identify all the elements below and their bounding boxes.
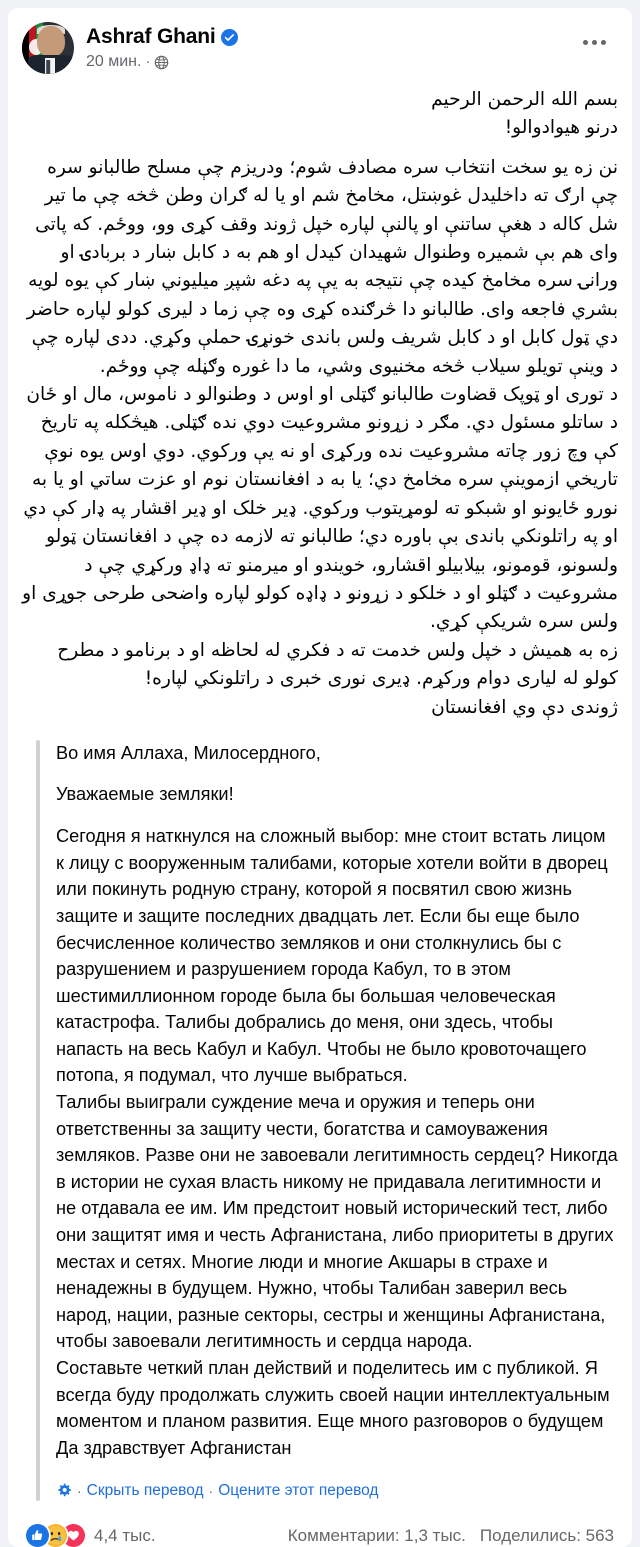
globe-icon[interactable] xyxy=(154,55,169,70)
verified-badge-icon xyxy=(221,29,238,46)
pashto-paragraph: درنو هیوادوالو! xyxy=(504,117,618,139)
post-timestamp[interactable]: 20 мин. xyxy=(86,53,142,70)
more-dot xyxy=(583,40,588,45)
post-engagement-bar xyxy=(8,1507,632,1547)
avatar[interactable] xyxy=(22,22,74,74)
pashto-paragraph: ژوندی دې وي افغانستان xyxy=(431,696,618,718)
translation-paragraph: Составьте четкий план действий и поделитесь им с публикой. Я всегда буду продолжать служить своей нации интеллектуальным моментом и планом развития. Еще много разговоров о будущем xyxy=(56,1358,610,1432)
author-row xyxy=(86,25,618,49)
footer-stats xyxy=(288,1525,614,1547)
translation-paragraph: Во имя Аллаха, Милосердного, xyxy=(56,742,321,763)
author-name[interactable]: Ashraf Ghani xyxy=(86,25,216,48)
more-dot xyxy=(601,40,606,45)
translation-paragraph: Да здравствует Афганистан xyxy=(56,1437,292,1458)
translation-actions xyxy=(56,1481,618,1501)
post-original-text xyxy=(8,80,632,722)
avatar-face xyxy=(37,26,66,57)
like-reaction-icon[interactable] xyxy=(26,1524,49,1547)
translation-paragraph: Сегодня я наткнулся на сложный выбор: мне стоит встать лицом к лицу с вооруженным талибами, которые хотели войти в дворец или покинуть родную страну, которой я посвятил свою жизнь защите и защите последних двадцать лет. Если бы еще было бесчисленное количество земляков и они столкнулись бы с разрушением и разрушением города Кабул, то в этом шестимиллионном городе была бы большая человеческая катастрофа. Талибы добрались до меня, они здесь, чтобы напасть на весь Кабул и Кабул. Чтобы не было кровоточащего потопа, я подумал, что лучше выбраться. xyxy=(56,826,608,1086)
shares-count[interactable]: Поделились: 563 xyxy=(479,1525,614,1545)
avatar-tie xyxy=(46,60,50,74)
pashto-paragraph: نن زه یو سخت انتخاب سره مصادف شوم؛ ودریزم چې مسلح طالبانو سره چې ارګ ته داخلیدل غوښتل، مخامخ شم او یا له ګران وطن څخه چې ما تیر شل کاله د هغې ساتنې او پالنې لپاره خپل ژوند وقف کړی وو، ووځم. که پاتی وای هم بې شمیره وطنوال شهیدان کیدل او هم به د کابل ښار د بربادۍ او ورانۍ سره مخامخ کیده چې نتیجه به یې په دغه شپږ میلیوني ښار کې یوه لویه بشري فاجعه وای. طالبانو دا څرګنده کړی وه چې زما د لیری کولو لپاره حاضر دي ټول کابل او د کابل شریف ولس باندی خونړۍ حملې وکړي. ددی لپاره چې د وینې تویلو سیلاب څخه مخنیوی وشي، ما دا غوره وګڼله چې ووځم. xyxy=(26,156,618,377)
pashto-paragraph: د توری او ټوپک قضاوت طالبانو ګټلی او اوس د وطنوالو د ناموس، مال او ځان د ساتلو مسئول دي. مګر د زړونو مشروعیت دوي نده ګټلی. هیڅکله په تاریخ کې وچ زور چاته مشروعیت نده ورکړی او نه یې ورکوي. دوي اوس یوه نوې تاریخي ازموینې سره مخامخ دي؛ یا به د افغانستان نوم او عزت ساتي او یا به نورو ځایونو او شبکو ته لومړیتوب ورکوي. ډیر خلک او ډیر اقشار په ډار کې دي او په راتلونکي باندی بې باوره دي؛ طالبانو ته لازمه ده چې د افغانستان ټولو ولسونو، قومونو، بیلابیلو اقشارو، خویندو او میرمنو ته ډاډ ورکړي چې د مشروعیت د ګټلو او د خلکو د زړونو د ډاډه کولو لپاره واضحی طرحی جوړی او ولس سره شریکې کړي. xyxy=(22,384,618,633)
gear-icon[interactable] xyxy=(56,1483,72,1499)
more-options-icon[interactable] xyxy=(577,34,612,51)
rate-translation-link[interactable]: Оцените этот перевод xyxy=(218,1482,379,1500)
comments-count[interactable]: Комментарии: 1,3 тыс. xyxy=(287,1525,466,1545)
hide-translation-link[interactable]: Скрыть перевод xyxy=(86,1482,204,1500)
translation-block xyxy=(8,740,632,1501)
action-separator: · xyxy=(208,1483,214,1500)
reactions-group[interactable] xyxy=(26,1524,156,1547)
pashto-paragraph: زه به همیش د خپل ولس خدمت ته د فکري له لحاظه او د برنامو د مطرح کولو له لیاری دوام ورکړم. ډیری نوری خبری د راتلونکي لپاره! xyxy=(57,639,618,690)
more-dot xyxy=(592,40,597,45)
pashto-paragraph: بسم الله الرحمن الرحیم xyxy=(431,89,618,110)
meta-separator: · xyxy=(145,53,151,70)
post-header xyxy=(8,8,632,80)
facebook-post-card xyxy=(8,8,632,1547)
reaction-count[interactable]: 4,4 тыс. xyxy=(94,1525,156,1545)
translation-paragraph: Талибы выиграли суждение меча и оружия и теперь они ответственны за защиту чести, богатства и самоуважения земляков. Разве они не завоевали легитимность сердец? Никогда в истории не сухая власть никому не придавала легитимности и не отдавала ее им. Им предстоит новый исторический тест, либо они защитят имя и честь Афганистана, либо приоритеты в других местах и сетях. Многие люди и многие Акшары в страхе и ненадежны в будущем. Нужно, чтобы Талибан заверил весь народ, нации, разные секторы, сестры и женщины Афганистана, чтобы завоевали легитимность и сердца народа. xyxy=(56,1092,618,1352)
action-separator: · xyxy=(77,1483,82,1500)
post-header-text xyxy=(86,22,618,72)
translation-paragraph: Уважаемые земляки! xyxy=(56,783,234,804)
post-meta xyxy=(86,52,618,72)
translation-text xyxy=(40,740,618,1501)
